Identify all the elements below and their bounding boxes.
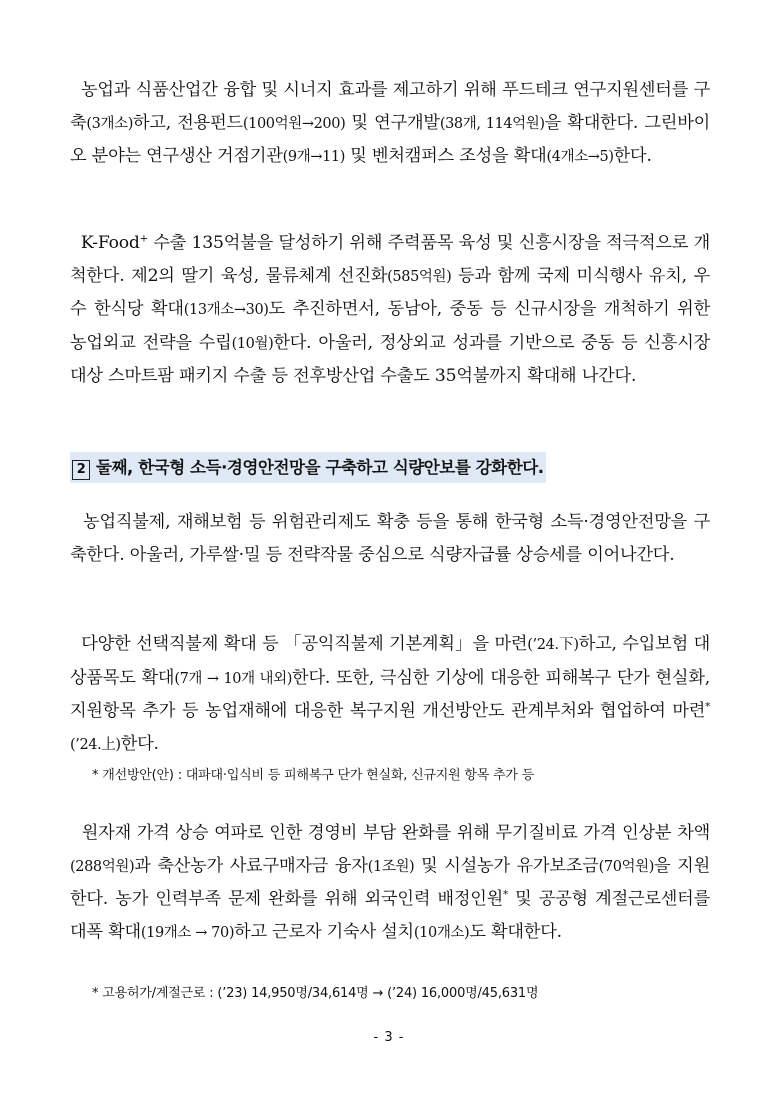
- section-heading-highlight: [70, 452, 546, 483]
- paragraph-cost-burden: 원자재 가격 상승 여파로 인한 경영비 부담 완화를 위해 무기질비료 가격 인상분 차액(288억원)과 축산농가 사료구매자금 융자(1조원) 및 시설농가 유가보조금(70억원)을 지원한다. 농가 인력부족 문제 완화를 위해 외국인력 배정인원* 및 공공형 계절근로센터를 대폭 확대(19개소 → 70)하고 근로자 기숙사 설치(10개소)도 확대한다.: [70, 823, 711, 942]
- page-number: - 3 -: [373, 1030, 405, 1045]
- footnote-improvement-plan: * 개선방안(안) : 대파대·입식비 등 피해복구 단가 현실화, 신규지원 항목 추가 등: [92, 768, 535, 783]
- paragraph-direct-payment: 다양한 선택직불제 확대 등 「공익직불제 기본계획」을 마련(’24.下)하고, 수입보험 대상품목도 확대(7개 → 10개 내외)한다. 또한, 극심한 기상에 대응한 피해복구 단가 현실화, 지원항목 추가 등 농업재해에 대응한 복구지원 개선방안도 관계부처와 협업하여 마련*(’24.上)한다.: [70, 634, 711, 754]
- paragraph-foodtech: 농업과 식품산업간 융합 및 시너지 효과를 제고하기 위해 푸드테크 연구지원센터를 구축(3개소)하고, 전용펀드(100억원→200) 및 연구개발(38개, 114억원)을 확대한다. 그린바이오 분야는 연구생산 거점기관(9개→11) 및 벤처캠퍼스 조성을 확대(4개소→5)한다.: [70, 80, 711, 166]
- paragraph-kfood-export: K-Food+ 수출 135억불을 달성하기 위해 주력품목 육성 및 신흥시장을 적극적으로 개척한다. 제2의 딸기 육성, 물류체계 선진화(585억원) 등과 함께 국제 미식행사 유치, 우수 한식당 확대(13개소→30)도 추진하면서, 동남아, 중동 등 신규시장을 개척하기 위한 농업외교 전략을 수립(10월)한다. 아울러, 정상외교 성과를 기반으로 중동 등 신흥시장 대상 스마트팜 패키지 수출 등 전후방산업 수출도 35억불까지 확대해 나간다.: [70, 233, 711, 386]
- section-heading: [70, 452, 710, 482]
- section-number-box: 2: [72, 460, 90, 480]
- section-heading-text: 둘째, 한국형 소득·경영안전망을 구축하고 식량안보를 강화한다.: [96, 457, 544, 477]
- footnote-employment-permit: * 고용허가/계절근로 : (’23) 14,950명/34,614명 → (’24) 16,000명/45,631명: [92, 986, 539, 1001]
- paragraph-safety-net: 농업직불제, 재해보험 등 위험관리제도 확충 등을 통해 한국형 소득·경영안전망을 구축한다. 아울러, 가루쌀·밀 등 전략작물 중심으로 식량자급률 상승세를 이어나간다.: [70, 512, 710, 565]
